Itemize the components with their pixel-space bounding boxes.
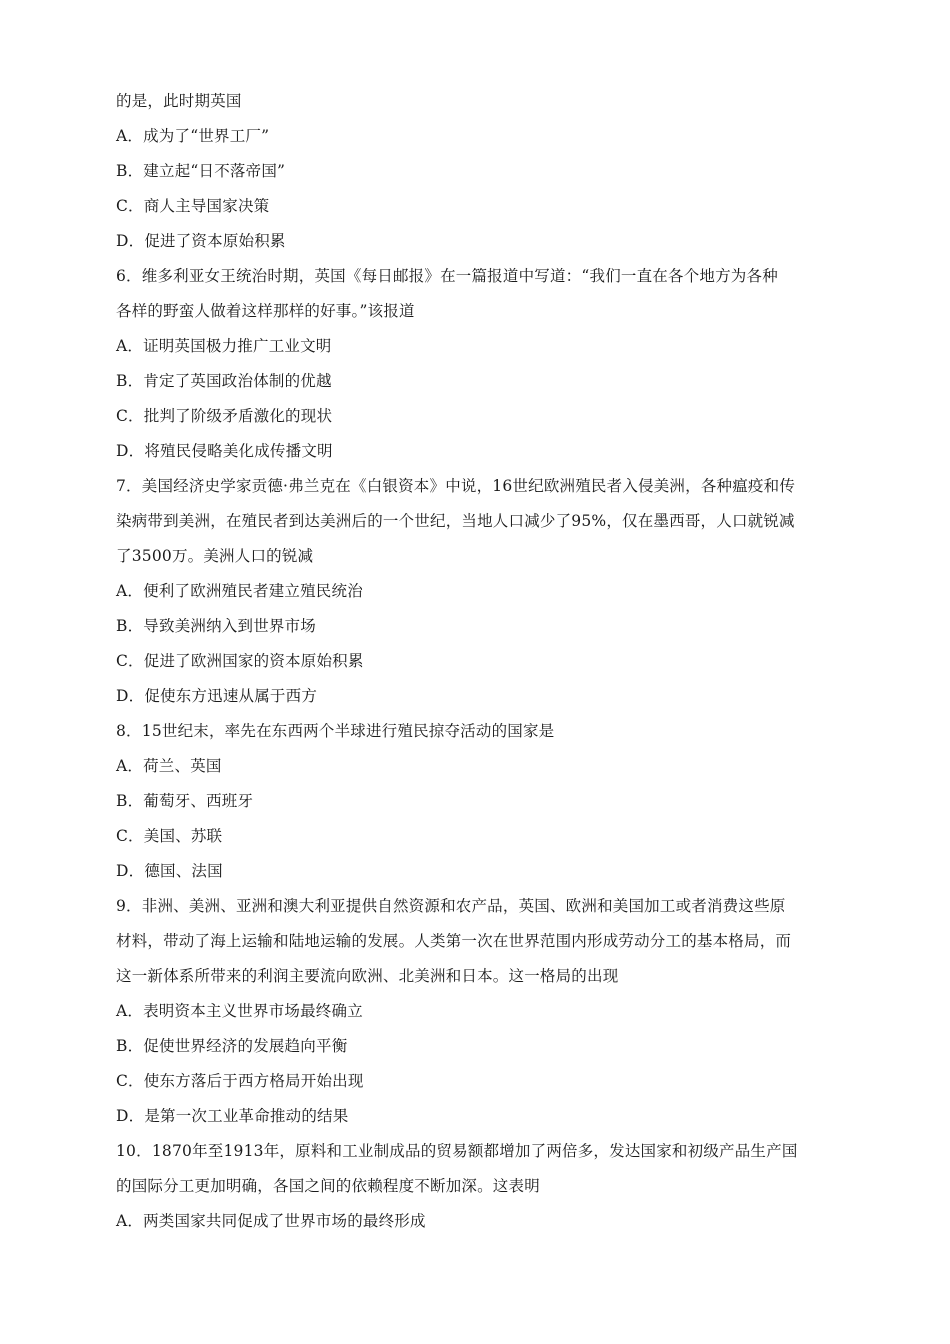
q9-option-d: D．是第一次工业革命推动的结果 (116, 1107, 349, 1125)
q7-option-d: D．促使东方迅速从属于西方 (116, 687, 318, 705)
q9-option-a: A．表明资本主义世界市场最终确立 (116, 1002, 363, 1020)
q10-option-a: A．两类国家共同促成了世界市场的最终形成 (116, 1212, 426, 1230)
q9-option-b: B．促使世界经济的发展趋向平衡 (116, 1037, 348, 1055)
q9-option-c: C．使东方落后于西方格局开始出现 (116, 1072, 364, 1090)
q7-option-a: A．便利了欧洲殖民者建立殖民统治 (116, 582, 363, 600)
q8-option-b: B．葡萄牙、西班牙 (116, 792, 254, 810)
q8-option-d: D．德国、法国 (116, 862, 223, 880)
q6-stem-line-1: 6．维多利亚女王统治时期，英国《每日邮报》在一篇报道中写道：“我们一直在各个地方为各种 (116, 267, 778, 285)
q10-stem-line-2: 的国际分工更加明确，各国之间的依赖程度不断加深。这表明 (116, 1177, 540, 1195)
q7-stem-line-1: 7．美国经济史学家贡德·弗兰克在《白银资本》中说，16世纪欧洲殖民者入侵美洲，各种瘟疫和传 (116, 477, 796, 495)
q9-stem-line-1: 9．非洲、美洲、亚洲和澳大利亚提供自然资源和农产品，英国、欧洲和美国加工或者消费这些原 (116, 897, 786, 915)
q7-option-b: B．导致美洲纳入到世界市场 (116, 617, 316, 635)
q5-option-b: B．建立起“日不落帝国” (116, 162, 286, 180)
q6-option-a: A．证明英国极力推广工业文明 (116, 337, 332, 355)
q8-option-a: A．荷兰、英国 (116, 757, 222, 775)
q5-option-d: D．促进了资本原始积累 (116, 232, 286, 250)
q8-stem-line-1: 8．15世纪末，率先在东西两个半球进行殖民掠夺活动的国家是 (116, 722, 555, 740)
q5-stem-line-end: 的是，此时期英国 (116, 92, 242, 110)
q9-stem-line-2: 材料，带动了海上运输和陆地运输的发展。人类第一次在世界范围内形成劳动分工的基本格局，而 (116, 932, 792, 950)
q7-stem-line-2: 染病带到美洲，在殖民者到达美洲后的一个世纪，当地人口减少了95%，仅在墨西哥，人口就锐减 (116, 512, 795, 530)
q10-stem-line-1: 10．1870年至1913年，原料和工业制成品的贸易额都增加了两倍多，发达国家和初级产品生产国 (116, 1142, 798, 1160)
document-page (116, 84, 836, 1239)
q7-stem-line-3: 了3500万。美洲人口的锐减 (116, 547, 314, 565)
q6-option-b: B．肯定了英国政治体制的优越 (116, 372, 332, 390)
q9-stem-line-3: 这一新体系所带来的利润主要流向欧洲、北美洲和日本。这一格局的出现 (116, 967, 619, 985)
q5-option-c: C．商人主导国家决策 (116, 197, 270, 215)
q5-option-a: A．成为了“世界工厂” (116, 127, 270, 145)
q6-option-d: D．将殖民侵略美化成传播文明 (116, 442, 333, 460)
q7-option-c: C．促进了欧洲国家的资本原始积累 (116, 652, 364, 670)
q8-option-c: C．美国、苏联 (116, 827, 223, 845)
q6-option-c: C．批判了阶级矛盾激化的现状 (116, 407, 333, 425)
q6-stem-line-2: 各样的野蛮人做着这样那样的好事。”该报道 (116, 302, 415, 320)
